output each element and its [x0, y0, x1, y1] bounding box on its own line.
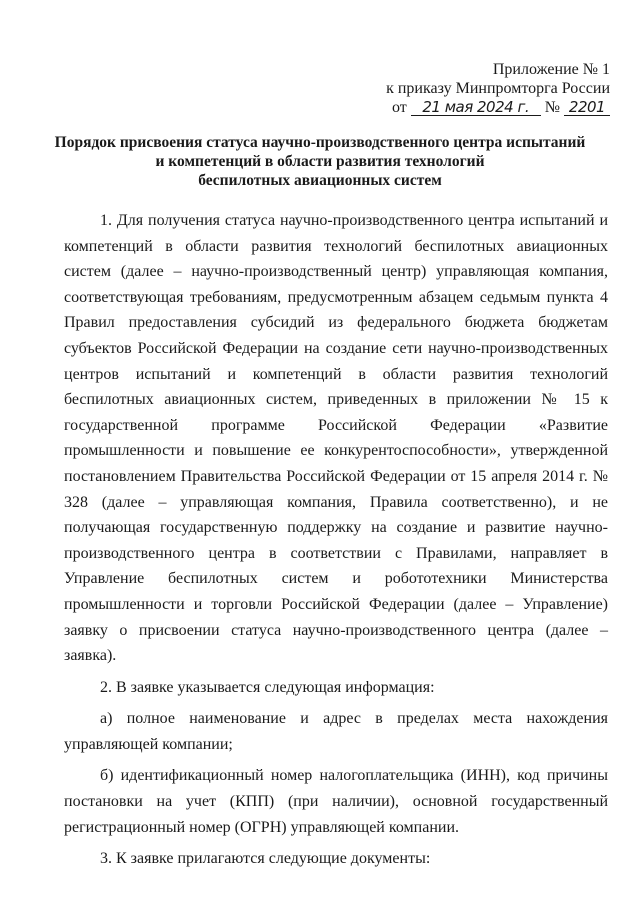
paragraph-2a: а) полное наименование и адрес в пределах места нахождения управляющей компании; — [64, 710, 608, 753]
date-prefix: от — [391, 99, 407, 116]
document-title — [40, 133, 600, 190]
appendix-header — [386, 60, 610, 117]
paragraph-1: 1. Для получения статуса научно-производственного центра испытаний и компетенций в области развития технологий беспилотных авиационных систем (далее – научно-производственный центр) управляющая компания, соответствующая требованиям, предусмотренным абзацем седьмым пункта 4 Правил предоставления субсидий из федерального бюджета бюджетам субъектов Российской Федерации на создание сети научно-производственных центров испытаний и компетенций в области развития технологий беспилотных авиационных систем, приведенных в приложении № 15 к государственной программе Российской Федерации «Развитие промышленности и повышение ее конкурентоспособности», утвержденной постановлением Правительства Российской Федерации от 15 апреля 2014 г. № 328 (далее – управляющая компания, Правила соответственно), и не получающая государственную поддержку на создание и развитие научно-производственного центра в соответствии с Правилами, направляет в Управление беспилотных систем и робототехники Министерства промышленности и торговли Российской Федерации (далее – Управление) заявку о присвоении статуса научно-производственного центра (далее – заявка). — [64, 212, 608, 665]
paragraph-2b: б) идентификационный номер налогоплательщика (ИНН), код причины постановки на учет (КПП) (при наличии), основной государственный регистрационный номер (ОГРН) управляющей компании. — [64, 767, 608, 836]
document-body — [64, 208, 608, 872]
title-line-3: беспилотных авиационных систем — [198, 172, 442, 189]
order-reference: к приказу Минпромторга России — [386, 80, 610, 97]
title-line-1: Порядок присвоения статуса научно-производственного центра испытаний — [54, 134, 586, 151]
title-line-2: и компетенций в области развития технологий — [155, 153, 485, 170]
order-date-number — [386, 98, 610, 117]
handwritten-number: 2201 — [564, 100, 610, 116]
handwritten-date: 21 мая 2024 г. — [411, 100, 541, 116]
number-prefix: № — [544, 99, 560, 116]
paragraph-3: 3. К заявке прилагаются следующие документы: — [100, 850, 431, 868]
appendix-label: Приложение № 1 — [492, 61, 610, 78]
paragraph-2: 2. В заявке указывается следующая информация: — [100, 678, 435, 696]
